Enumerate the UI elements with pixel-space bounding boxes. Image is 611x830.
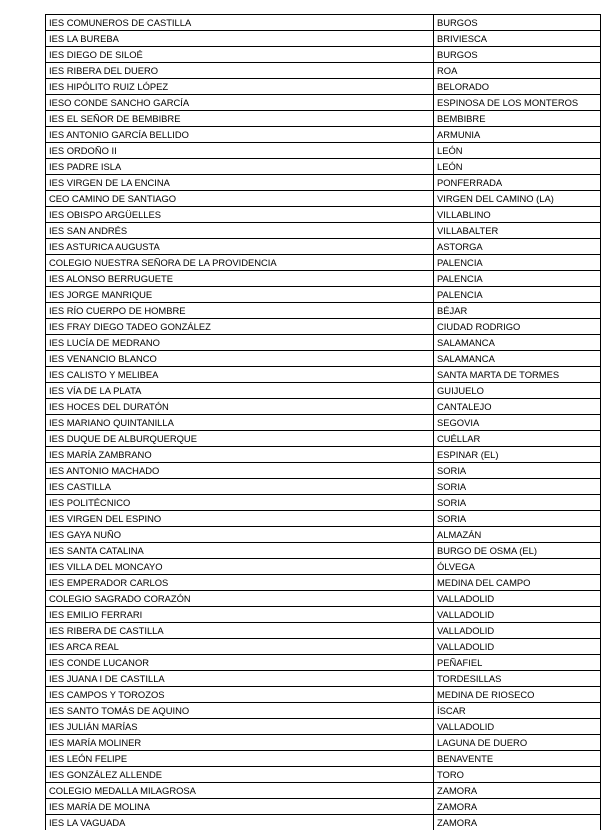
school-name-cell: IES JUANA I DE CASTILLA (46, 671, 434, 687)
town-cell: ZAMORA (434, 815, 601, 830)
town-cell: TORO (434, 767, 601, 783)
table-row (46, 191, 601, 207)
school-name-cell: IES COMUNEROS DE CASTILLA (46, 15, 434, 31)
town-cell: ESPINOSA DE LOS MONTEROS (434, 95, 601, 111)
school-name-cell: IES HIPÓLITO RUIZ LÓPEZ (46, 79, 434, 95)
school-name-cell: IES ALONSO BERRUGUETE (46, 271, 434, 287)
town-cell: SALAMANCA (434, 335, 601, 351)
table-row (46, 575, 601, 591)
table-row (46, 655, 601, 671)
town-cell: PONFERRADA (434, 175, 601, 191)
table-row (46, 687, 601, 703)
town-cell: LEÓN (434, 143, 601, 159)
table-row (46, 447, 601, 463)
table-row (46, 799, 601, 815)
table-row (46, 15, 601, 31)
table-row (46, 95, 601, 111)
table-row (46, 31, 601, 47)
table-row (46, 223, 601, 239)
school-name-cell: IES LA VAGUADA (46, 815, 434, 830)
school-name-cell: IES JULIÁN MARÍAS (46, 719, 434, 735)
town-cell: PALENCIA (434, 255, 601, 271)
school-name-cell: IES SANTA CATALINA (46, 543, 434, 559)
town-cell: ALMAZÁN (434, 527, 601, 543)
table-row (46, 751, 601, 767)
school-name-cell: IES VIRGEN DEL ESPINO (46, 511, 434, 527)
table-row (46, 607, 601, 623)
table-row (46, 591, 601, 607)
school-name-cell: IES GAYA NUÑO (46, 527, 434, 543)
school-name-cell: IES POLITÉCNICO (46, 495, 434, 511)
school-name-cell: IES RÍO CUERPO DE HOMBRE (46, 303, 434, 319)
school-name-cell: IES LEÓN FELIPE (46, 751, 434, 767)
school-name-cell: IES VIRGEN DE LA ENCINA (46, 175, 434, 191)
school-name-cell: IES JORGE MANRIQUE (46, 287, 434, 303)
school-name-cell: IES SAN ANDRÉS (46, 223, 434, 239)
school-name-cell: IES MARIANO QUINTANILLA (46, 415, 434, 431)
schools-table (45, 14, 601, 830)
table-row (46, 319, 601, 335)
town-cell: BRIVIESCA (434, 31, 601, 47)
school-name-cell: COLEGIO NUESTRA SEÑORA DE LA PROVIDENCIA (46, 255, 434, 271)
school-name-cell: IES RIBERA DEL DUERO (46, 63, 434, 79)
table-row (46, 767, 601, 783)
town-cell: ÓLVEGA (434, 559, 601, 575)
school-name-cell: IES SANTO TOMÁS DE AQUINO (46, 703, 434, 719)
schools-table-body (46, 15, 601, 830)
school-name-cell: IES CASTILLA (46, 479, 434, 495)
school-name-cell: IES CONDE LUCANOR (46, 655, 434, 671)
town-cell: CUÉLLAR (434, 431, 601, 447)
school-name-cell: IES ARCA REAL (46, 639, 434, 655)
school-name-cell: IES VÍA DE LA PLATA (46, 383, 434, 399)
school-name-cell: IES VENANCIO BLANCO (46, 351, 434, 367)
table-row (46, 559, 601, 575)
table-row (46, 431, 601, 447)
town-cell: SORIA (434, 495, 601, 511)
table-row (46, 79, 601, 95)
town-cell: GUIJUELO (434, 383, 601, 399)
school-name-cell: IES CAMPOS Y TOROZOS (46, 687, 434, 703)
town-cell: ZAMORA (434, 783, 601, 799)
town-cell: TORDESILLAS (434, 671, 601, 687)
town-cell: VALLADOLID (434, 591, 601, 607)
school-name-cell: IES EMPERADOR CARLOS (46, 575, 434, 591)
school-name-cell: IES VILLA DEL MONCAYO (46, 559, 434, 575)
town-cell: PEÑAFIEL (434, 655, 601, 671)
town-cell: BURGOS (434, 47, 601, 63)
school-name-cell: IES MARÍA DE MOLINA (46, 799, 434, 815)
table-row (46, 783, 601, 799)
table-row (46, 511, 601, 527)
table-row (46, 495, 601, 511)
table-row (46, 335, 601, 351)
town-cell: PALENCIA (434, 271, 601, 287)
table-row (46, 143, 601, 159)
town-cell: ASTORGA (434, 239, 601, 255)
town-cell: SANTA MARTA DE TORMES (434, 367, 601, 383)
table-row (46, 703, 601, 719)
town-cell: ZAMORA (434, 799, 601, 815)
town-cell: SORIA (434, 511, 601, 527)
school-name-cell: IES HOCES DEL DURATÓN (46, 399, 434, 415)
table-row (46, 111, 601, 127)
town-cell: ESPINAR (EL) (434, 447, 601, 463)
town-cell: LAGUNA DE DUERO (434, 735, 601, 751)
table-row (46, 735, 601, 751)
table-row (46, 623, 601, 639)
town-cell: BENAVENTE (434, 751, 601, 767)
table-row (46, 175, 601, 191)
table-row (46, 351, 601, 367)
town-cell: BURGOS (434, 15, 601, 31)
school-name-cell: IES MARÍA MOLINER (46, 735, 434, 751)
table-row (46, 303, 601, 319)
town-cell: BÉJAR (434, 303, 601, 319)
town-cell: BELORADO (434, 79, 601, 95)
table-row (46, 383, 601, 399)
school-name-cell: IES ASTURICA AUGUSTA (46, 239, 434, 255)
town-cell: VALLADOLID (434, 639, 601, 655)
town-cell: BEMBIBRE (434, 111, 601, 127)
school-name-cell: IES EL SEÑOR DE BEMBIBRE (46, 111, 434, 127)
town-cell: SORIA (434, 479, 601, 495)
school-name-cell: IES DIEGO DE SILOÉ (46, 47, 434, 63)
school-name-cell: IES GONZÁLEZ ALLENDE (46, 767, 434, 783)
town-cell: VIRGEN DEL CAMINO (LA) (434, 191, 601, 207)
town-cell: ÍSCAR (434, 703, 601, 719)
school-name-cell: IES MARÍA ZAMBRANO (46, 447, 434, 463)
town-cell: BURGO DE OSMA (EL) (434, 543, 601, 559)
table-row (46, 815, 601, 830)
school-name-cell: IES LA BUREBA (46, 31, 434, 47)
table-row (46, 63, 601, 79)
town-cell: VILLABLINO (434, 207, 601, 223)
table-row (46, 463, 601, 479)
table-row (46, 543, 601, 559)
school-name-cell: IES DUQUE DE ALBURQUERQUE (46, 431, 434, 447)
school-name-cell: IES ANTONIO GARCÍA BELLIDO (46, 127, 434, 143)
table-row (46, 239, 601, 255)
town-cell: ARMUNIA (434, 127, 601, 143)
school-name-cell: IES ORDOÑO II (46, 143, 434, 159)
table-row (46, 127, 601, 143)
school-name-cell: IES FRAY DIEGO TADEO GONZÁLEZ (46, 319, 434, 335)
table-row (46, 255, 601, 271)
town-cell: LEÓN (434, 159, 601, 175)
town-cell: MEDINA DE RIOSECO (434, 687, 601, 703)
table-row (46, 415, 601, 431)
table-row (46, 159, 601, 175)
school-name-cell: COLEGIO MEDALLA MILAGROSA (46, 783, 434, 799)
table-row (46, 271, 601, 287)
town-cell: VALLADOLID (434, 607, 601, 623)
table-row (46, 479, 601, 495)
school-name-cell: IES LUCÍA DE MEDRANO (46, 335, 434, 351)
table-row (46, 527, 601, 543)
school-name-cell: IES CALISTO Y MELIBEA (46, 367, 434, 383)
town-cell: CIUDAD RODRIGO (434, 319, 601, 335)
table-row (46, 207, 601, 223)
table-row (46, 47, 601, 63)
school-name-cell: IES EMILIO FERRARI (46, 607, 434, 623)
table-row (46, 287, 601, 303)
table-row (46, 367, 601, 383)
school-name-cell: COLEGIO SAGRADO CORAZÓN (46, 591, 434, 607)
school-name-cell: IES ANTONIO MACHADO (46, 463, 434, 479)
town-cell: CANTALEJO (434, 399, 601, 415)
school-name-cell: IES PADRE ISLA (46, 159, 434, 175)
town-cell: MEDINA DEL CAMPO (434, 575, 601, 591)
town-cell: VALLADOLID (434, 623, 601, 639)
town-cell: ROA (434, 63, 601, 79)
table-row (46, 719, 601, 735)
town-cell: SEGOVIA (434, 415, 601, 431)
school-name-cell: IESO CONDE SANCHO GARCÍA (46, 95, 434, 111)
town-cell: SALAMANCA (434, 351, 601, 367)
table-row (46, 639, 601, 655)
school-name-cell: IES RIBERA DE CASTILLA (46, 623, 434, 639)
town-cell: VILLABALTER (434, 223, 601, 239)
table-row (46, 671, 601, 687)
table-row (46, 399, 601, 415)
school-name-cell: IES OBISPO ARGÜELLES (46, 207, 434, 223)
town-cell: VALLADOLID (434, 719, 601, 735)
town-cell: SORIA (434, 463, 601, 479)
town-cell: PALENCIA (434, 287, 601, 303)
school-name-cell: CEO CAMINO DE SANTIAGO (46, 191, 434, 207)
